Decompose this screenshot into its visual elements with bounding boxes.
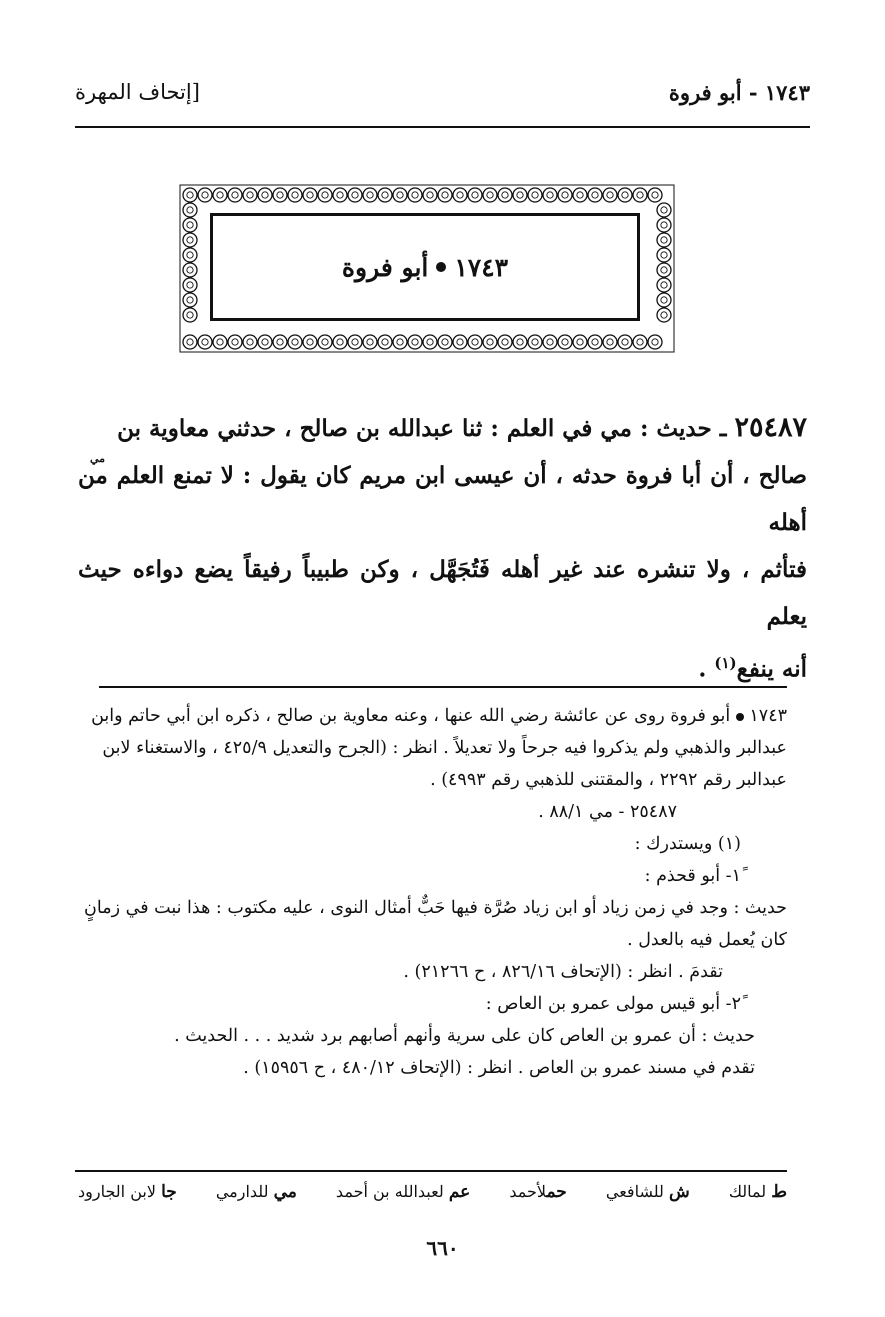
footnote-bio-text: أبو فروة روى عن عائشة رضي الله عنها ، وعنه معاوية بن صالح ، ذكره ابن أبي حاتم وابن عبدالبر والذهبي ولم يذكروا فيه جرحاً ولا تعديلاً . انظر : (الجرح والتعديل ٤٢٥/٩ ، والاستغناء لابن عبدالبر رقم ٢٢٩٢ ، والمقتنى للذهبي رقم ٤٩٩٣) . bbox=[91, 706, 787, 790]
footnote-bio-number: ١٧٤٣ bbox=[749, 706, 787, 726]
page-number: ٦٦٠ bbox=[426, 1236, 459, 1260]
running-header-book-title: [إتحاف المهرة bbox=[75, 80, 200, 104]
abbrev-item: ط لمالك bbox=[728, 1182, 787, 1202]
running-header bbox=[75, 80, 810, 116]
abbrev-item: مي للدارمي bbox=[215, 1182, 297, 1202]
hadith-line-4-text: أنه ينفع bbox=[736, 655, 807, 683]
bullet-icon bbox=[436, 262, 446, 272]
hadith-line-1: ٢٥٤٨٧ ـ حديث : مي في العلم : ثنا عبدالله بن صالح ، حدثني معاوية بن bbox=[117, 412, 807, 443]
addendum-item-2-title: ٢ً- أبو قيس مولى عمرو بن العاص : bbox=[485, 994, 741, 1014]
hadith-number: ٢٥٤٨٧ bbox=[734, 412, 807, 443]
footnote-rule bbox=[99, 686, 787, 688]
addendum-item-2-text: حديث : أن عمرو بن العاص كان على سرية وأنهم أصابهم برد شديد . . . الحديث . bbox=[174, 1026, 755, 1046]
hadith-marginal-note: مي bbox=[89, 452, 105, 465]
entry-ornamental-frame bbox=[178, 183, 676, 354]
hadith-line-2: صالح ، أن أبا فروة حدثه ، أن عيسى ابن مريم كان يقول : لا تمنع العلم من أهله bbox=[78, 462, 807, 536]
hadith-line-4 bbox=[78, 640, 807, 693]
running-header-entry: ١٧٤٣ - أبو فروة bbox=[668, 80, 810, 105]
entry-name: أبو فروة bbox=[341, 252, 429, 282]
abbreviation-rule bbox=[75, 1170, 787, 1172]
abbrev-item: ش للشافعي bbox=[605, 1182, 690, 1202]
addendum-item-1-title: ١ً- أبو قحذم : bbox=[644, 866, 741, 886]
hadith-line-3: فتأثم ، ولا تنشره عند غير أهله فَتُجَهَّل ، وكن طبيباً رفيقاً يضع دواءه حيث يعلم bbox=[78, 556, 808, 630]
entry-number: ١٧٤٣ bbox=[454, 252, 509, 282]
hadith-line-1-text: مي في العلم : ثنا عبدالله بن صالح ، حدثني معاوية بن bbox=[117, 415, 632, 442]
abbrev-item: جا لابن الجارود bbox=[78, 1182, 177, 1202]
addendum-item-1-ref: تقدمَ . انظر : (الإتحاف ٨٢٦/١٦ ، ح ٢١٢٦٦) . bbox=[403, 962, 723, 982]
footnote-1-label: (١) ويستدرك : bbox=[634, 834, 741, 854]
entry-box bbox=[210, 213, 640, 321]
abbreviation-key bbox=[78, 1182, 787, 1202]
footnote-ref: (١) bbox=[714, 654, 737, 672]
hadith-label: حديث : bbox=[639, 415, 712, 442]
hadith-text bbox=[78, 404, 807, 693]
addendum-item-1-text: حديث : وجد في زمن زياد أو ابن زياد صُرَّة فيها حَبٌّ أمثال النوى ، عليه مكتوب : هذا نبت في زمانٍ كان يُعمل فيه بالعدل . bbox=[84, 898, 787, 950]
entry-heading bbox=[342, 253, 508, 282]
footnote-source-ref: ٢٥٤٨٧ - مي ٨٨/١ . bbox=[538, 802, 677, 822]
footnote-biography bbox=[78, 700, 787, 796]
bullet-icon bbox=[736, 713, 744, 721]
abbrev-item: عم لعبدالله بن أحمد bbox=[335, 1182, 471, 1202]
addendum-item-2-ref: تقدم في مسند عمرو بن العاص . انظر : (الإتحاف ٤٨٠/١٢ ، ح ١٥٩٥٦) . bbox=[243, 1058, 755, 1078]
hadith-line-4-end: . bbox=[698, 655, 715, 683]
footnotes bbox=[78, 700, 787, 1084]
header-rule bbox=[75, 126, 810, 128]
abbrev-item: حملأحمد bbox=[509, 1182, 567, 1202]
